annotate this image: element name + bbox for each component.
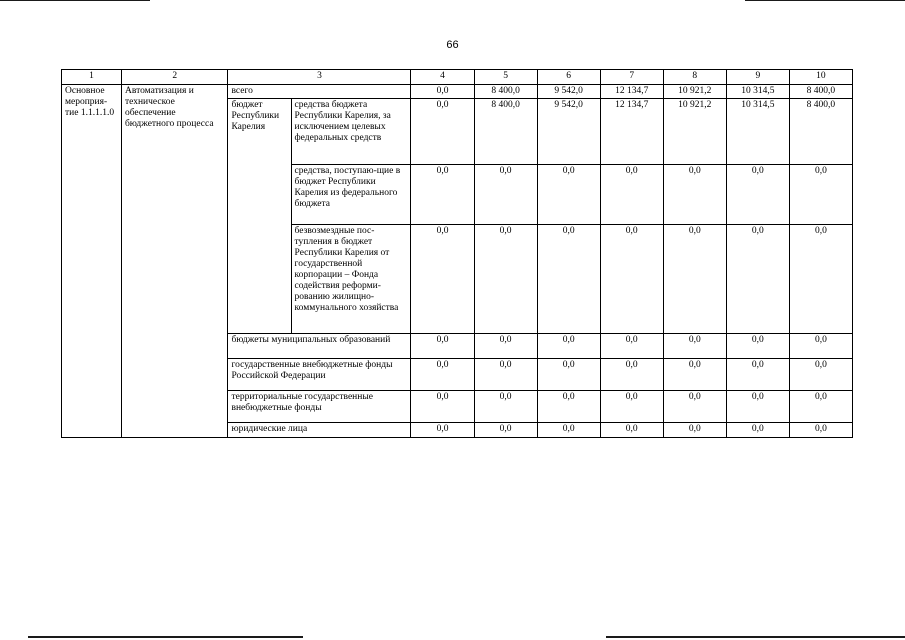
value-cell: 0,0 (726, 334, 789, 359)
budget-table (61, 69, 853, 438)
value-cell: 0,0 (600, 423, 663, 438)
value-cell: 0,0 (474, 359, 537, 391)
value-cell: 0,0 (537, 225, 600, 334)
value-cell: 0,0 (537, 423, 600, 438)
header-cell: 8 (663, 70, 726, 85)
value-cell: 0,0 (726, 359, 789, 391)
value-cell: 0,0 (411, 334, 474, 359)
value-cell: 12 134,7 (600, 99, 663, 165)
event-cell: Основное мероприя-тие 1.1.1.1.0 (62, 85, 122, 438)
value-cell: 0,0 (789, 334, 852, 359)
value-cell: 10 314,5 (726, 85, 789, 99)
value-cell: 0,0 (600, 165, 663, 225)
row-label: юридические лица (228, 423, 411, 438)
header-cell: 10 (789, 70, 852, 85)
header-cell: 2 (121, 70, 228, 85)
value-cell: 9 542,0 (537, 99, 600, 165)
value-cell: 0,0 (726, 391, 789, 423)
value-cell: 0,0 (789, 225, 852, 334)
header-cell: 5 (474, 70, 537, 85)
value-cell: 0,0 (411, 165, 474, 225)
value-cell: 12 134,7 (600, 85, 663, 99)
value-cell: 0,0 (663, 225, 726, 334)
header-cell: 7 (600, 70, 663, 85)
value-cell: 0,0 (789, 359, 852, 391)
value-cell: 0,0 (537, 359, 600, 391)
value-cell: 8 400,0 (474, 85, 537, 99)
value-cell: 0,0 (411, 391, 474, 423)
value-cell: 0,0 (411, 359, 474, 391)
value-cell: 0,0 (600, 334, 663, 359)
row-label: бюджеты муниципальных образований (228, 334, 411, 359)
header-cell: 1 (62, 70, 122, 85)
value-cell: 0,0 (726, 225, 789, 334)
value-cell: 0,0 (474, 165, 537, 225)
value-cell: 0,0 (474, 225, 537, 334)
header-cell: 6 (537, 70, 600, 85)
value-cell: 0,0 (789, 165, 852, 225)
value-cell: 0,0 (474, 391, 537, 423)
value-cell: 0,0 (411, 423, 474, 438)
value-cell: 10 314,5 (726, 99, 789, 165)
value-cell: 8 400,0 (789, 99, 852, 165)
value-cell: 0,0 (600, 359, 663, 391)
header-row (62, 70, 853, 85)
value-cell: 0,0 (663, 423, 726, 438)
value-cell: 0,0 (537, 334, 600, 359)
value-cell: 0,0 (789, 423, 852, 438)
value-cell: 10 921,2 (663, 85, 726, 99)
scan-edge-top-right (745, 0, 905, 1)
header-cell: 3 (228, 70, 411, 85)
scan-edge-bottom-right (606, 636, 905, 638)
value-cell: 0,0 (663, 391, 726, 423)
budget-rk-label: бюджет Республики Карелия (228, 99, 291, 334)
value-cell: 0,0 (537, 391, 600, 423)
value-cell: 8 400,0 (789, 85, 852, 99)
table-row (62, 85, 853, 99)
value-cell: 0,0 (600, 391, 663, 423)
header-cell: 9 (726, 70, 789, 85)
value-cell: 0,0 (411, 225, 474, 334)
value-cell: 0,0 (411, 99, 474, 165)
value-cell: 0,0 (537, 165, 600, 225)
value-cell: 8 400,0 (474, 99, 537, 165)
row-label: государственные внебюджетные фонды Российской Федерации (228, 359, 411, 391)
value-cell: 0,0 (474, 334, 537, 359)
value-cell: 0,0 (789, 391, 852, 423)
scan-edge-bottom-left (28, 636, 303, 638)
value-cell: 0,0 (663, 359, 726, 391)
value-cell: 0,0 (600, 225, 663, 334)
value-cell: 0,0 (663, 334, 726, 359)
row-label: всего (228, 85, 411, 99)
value-cell: 0,0 (411, 85, 474, 99)
value-cell: 0,0 (663, 165, 726, 225)
row-label: безвозмездные пос-тупления в бюджет Республики Карелия от государственной корпорации – Фонда содействия реформи-рованию жилищно-коммунального хозяйства (291, 225, 411, 334)
row-label: средства, поступаю-щие в бюджет Республики Карелия из федерального бюджета (291, 165, 411, 225)
value-cell: 0,0 (726, 165, 789, 225)
value-cell: 0,0 (474, 423, 537, 438)
scan-edge-top-left (0, 0, 150, 1)
row-label: территориальные государственные внебюджетные фонды (228, 391, 411, 423)
event-name-cell: Автоматизация и техническое обеспечение бюджетного процесса (121, 85, 228, 438)
row-label: средства бюджета Республики Карелия, за исключением целевых федеральных средств (291, 99, 411, 165)
page-number: 66 (446, 39, 459, 51)
value-cell: 10 921,2 (663, 99, 726, 165)
value-cell: 9 542,0 (537, 85, 600, 99)
value-cell: 0,0 (726, 423, 789, 438)
header-cell: 4 (411, 70, 474, 85)
